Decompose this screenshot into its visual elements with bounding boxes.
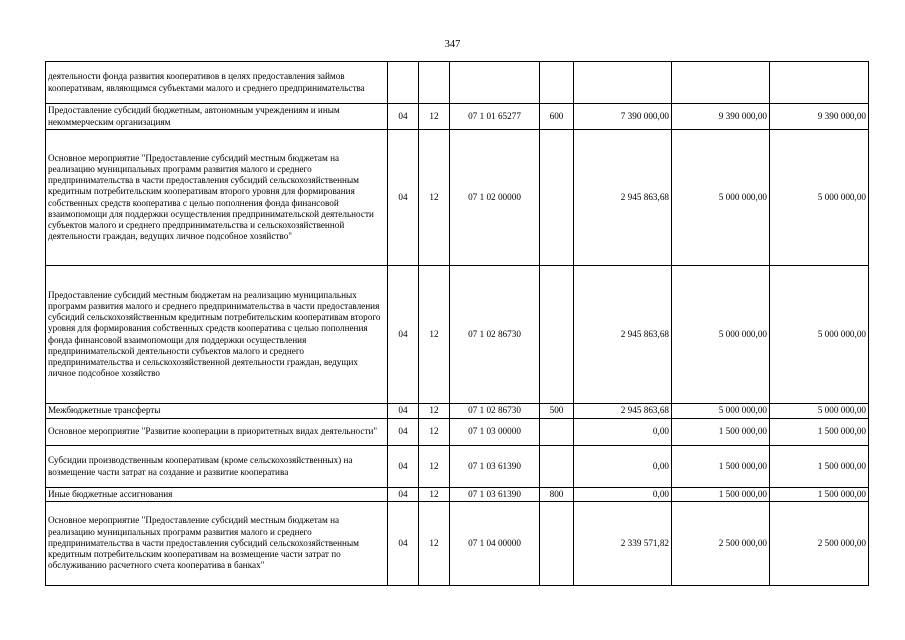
row-name: Основное мероприятие "Развитие кооперации в приоритетных видах деятельности" bbox=[46, 419, 388, 446]
cell-section: 04 bbox=[388, 130, 419, 266]
table-row bbox=[46, 62, 869, 104]
cell-amount-2: 5 000 000,00 bbox=[672, 404, 770, 419]
cell-expense-type bbox=[540, 266, 574, 404]
cell-expense-type bbox=[540, 419, 574, 446]
cell-amount-2: 9 390 000,00 bbox=[672, 104, 770, 130]
cell-amount-1: 2 945 863,68 bbox=[574, 266, 672, 404]
cell-subsection: 12 bbox=[419, 266, 450, 404]
cell-amount-1: 7 390 000,00 bbox=[574, 104, 672, 130]
cell-target-code: 07 1 03 00000 bbox=[450, 419, 540, 446]
table-row bbox=[46, 266, 869, 404]
cell-subsection bbox=[419, 62, 450, 104]
row-name: Основное мероприятие "Предоставление субсидий местным бюджетам на реализацию муниципальных программ развития малого и среднего предпринимательства в части предоставления субсидий сельскохозяйственным кредитным потребительским кооперативам на возмещение части затрат по обслуживанию расчетного счета кооператива в банках" bbox=[46, 502, 388, 586]
cell-target-code: 07 1 02 00000 bbox=[450, 130, 540, 266]
table-row bbox=[46, 488, 869, 502]
cell-amount-1: 2 339 571,82 bbox=[574, 502, 672, 586]
budget-table-body bbox=[46, 62, 869, 586]
cell-amount-1: 0,00 bbox=[574, 419, 672, 446]
cell-expense-type: 500 bbox=[540, 404, 574, 419]
table-row bbox=[46, 419, 869, 446]
cell-amount-3: 1 500 000,00 bbox=[770, 419, 869, 446]
page-number: 347 bbox=[444, 39, 461, 50]
cell-expense-type: 800 bbox=[540, 488, 574, 502]
cell-amount-3: 1 500 000,00 bbox=[770, 446, 869, 488]
cell-amount-2: 1 500 000,00 bbox=[672, 446, 770, 488]
cell-subsection: 12 bbox=[419, 488, 450, 502]
cell-section: 04 bbox=[388, 266, 419, 404]
cell-expense-type bbox=[540, 446, 574, 488]
cell-amount-3: 2 500 000,00 bbox=[770, 502, 869, 586]
table-row bbox=[46, 404, 869, 419]
cell-amount-3 bbox=[770, 62, 869, 104]
cell-subsection: 12 bbox=[419, 446, 450, 488]
cell-section bbox=[388, 62, 419, 104]
row-name: Межбюджетные трансферты bbox=[46, 404, 388, 419]
cell-target-code: 07 1 03 61390 bbox=[450, 446, 540, 488]
cell-target-code: 07 1 02 86730 bbox=[450, 266, 540, 404]
cell-subsection: 12 bbox=[419, 502, 450, 586]
table-row bbox=[46, 130, 869, 266]
budget-table bbox=[45, 61, 869, 586]
cell-target-code: 07 1 03 61390 bbox=[450, 488, 540, 502]
table-row bbox=[46, 446, 869, 488]
cell-expense-type bbox=[540, 62, 574, 104]
cell-subsection: 12 bbox=[419, 104, 450, 130]
cell-amount-3: 5 000 000,00 bbox=[770, 266, 869, 404]
cell-amount-2 bbox=[672, 62, 770, 104]
cell-amount-3: 5 000 000,00 bbox=[770, 130, 869, 266]
row-name: Субсидии производственным кооперативам (кроме сельскохозяйственных) на возмещение части затрат на создание и развитие кооператива bbox=[46, 446, 388, 488]
cell-amount-1: 2 945 863,68 bbox=[574, 404, 672, 419]
row-name: Предоставление субсидий местным бюджетам на реализацию муниципальных программ развития малого и среднего предпринимательства в части предоставления субсидий сельскохозяйственным кредитным потребительским кооперативам второго уровня для формирования собственных средств кооператива с целью пополнения фонда финансовой взаимопомощи для поддержки осуществления предпринимательской деятельности субъектов малого и среднего предпринимательства и сельскохозяйственной деятельности граждан, ведущих личное подсобное хозяйство bbox=[46, 266, 388, 404]
row-name: Основное мероприятие "Предоставление субсидий местным бюджетам на реализацию муниципальных программ развития малого и среднего предпринимательства в части предоставления субсидий сельскохозяйственным кредитным потребительским кооперативам второго уровня для формирования собственных средств кооператива с целью пополнения фонда финансовой взаимопомощи для поддержки осуществления предпринимательской деятельности субъектов малого и среднего предпринимательства и сельскохозяйственной деятельности граждан, ведущих личное подсобное хозяйство" bbox=[46, 130, 388, 266]
cell-amount-2: 1 500 000,00 bbox=[672, 419, 770, 446]
cell-section: 04 bbox=[388, 419, 419, 446]
cell-amount-2: 1 500 000,00 bbox=[672, 488, 770, 502]
cell-expense-type bbox=[540, 130, 574, 266]
cell-section: 04 bbox=[388, 502, 419, 586]
cell-amount-2: 2 500 000,00 bbox=[672, 502, 770, 586]
table-row bbox=[46, 104, 869, 130]
cell-amount-3: 9 390 000,00 bbox=[770, 104, 869, 130]
cell-subsection: 12 bbox=[419, 404, 450, 419]
cell-amount-1: 0,00 bbox=[574, 446, 672, 488]
cell-subsection: 12 bbox=[419, 130, 450, 266]
cell-subsection: 12 bbox=[419, 419, 450, 446]
cell-section: 04 bbox=[388, 104, 419, 130]
table-row bbox=[46, 502, 869, 586]
cell-target-code bbox=[450, 62, 540, 104]
cell-target-code: 07 1 02 86730 bbox=[450, 404, 540, 419]
cell-amount-2: 5 000 000,00 bbox=[672, 266, 770, 404]
cell-expense-type bbox=[540, 502, 574, 586]
row-name: Предоставление субсидий бюджетным, автономным учреждениям и иным некоммерческим организациям bbox=[46, 104, 388, 130]
row-name: деятельности фонда развития кооперативов в целях предоставления займов кооперативам, являющимся субъектами малого и среднего предпринимательства bbox=[46, 62, 388, 104]
cell-section: 04 bbox=[388, 488, 419, 502]
cell-section: 04 bbox=[388, 446, 419, 488]
cell-amount-1: 2 945 863,68 bbox=[574, 130, 672, 266]
cell-amount-3: 1 500 000,00 bbox=[770, 488, 869, 502]
cell-amount-2: 5 000 000,00 bbox=[672, 130, 770, 266]
row-name: Иные бюджетные ассигнования bbox=[46, 488, 388, 502]
cell-target-code: 07 1 04 00000 bbox=[450, 502, 540, 586]
cell-target-code: 07 1 01 65277 bbox=[450, 104, 540, 130]
cell-expense-type: 600 bbox=[540, 104, 574, 130]
cell-amount-3: 5 000 000,00 bbox=[770, 404, 869, 419]
cell-amount-1: 0,00 bbox=[574, 488, 672, 502]
cell-amount-1 bbox=[574, 62, 672, 104]
cell-section: 04 bbox=[388, 404, 419, 419]
